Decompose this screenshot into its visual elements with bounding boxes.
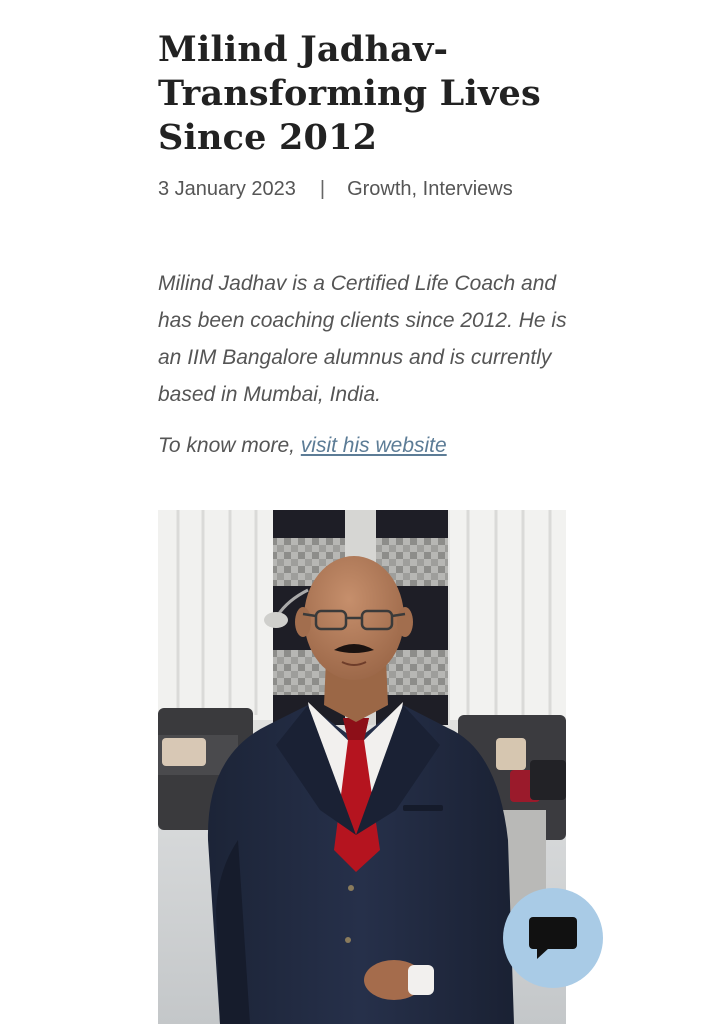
- visit-website-link[interactable]: visit his website: [300, 434, 447, 457]
- more-info-prefix: To know more,: [158, 434, 301, 457]
- article-body: [158, 28, 568, 479]
- more-info-line: [158, 434, 568, 458]
- article-lead: Milind Jadhav is a Certified Life Coach and has been coaching clients since 2012. He is an IIM Bangalore alumnus and is currently based in Mumbai, India.: [158, 272, 567, 406]
- post-categories[interactable]: Growth, Interviews: [347, 178, 513, 200]
- post-date: 3 January 2023: [158, 178, 296, 200]
- article-title: Milind Jadhav- Transforming Lives Since 2012: [158, 29, 541, 158]
- chat-button[interactable]: [503, 888, 603, 988]
- chat-bubble-icon: [527, 915, 579, 961]
- meta-separator: |: [319, 178, 326, 200]
- article-meta: [158, 178, 568, 201]
